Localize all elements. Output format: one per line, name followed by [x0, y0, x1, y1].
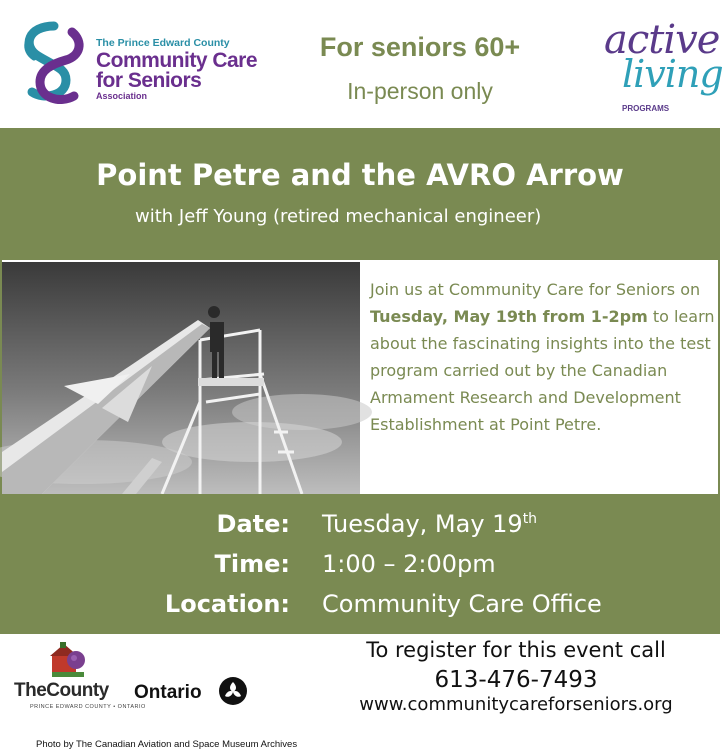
county-name: TheCounty — [14, 680, 109, 701]
org-name — [96, 51, 257, 91]
register-text: To register for this event call — [366, 638, 666, 662]
header — [0, 0, 723, 128]
org-association: Association — [96, 91, 148, 101]
description-rest: to learn about the fascinating insights into the test program carried out by the Canadian Armament Research and Development Establishment at Point Petre. — [370, 307, 715, 434]
ontario-wordmark: Ontario — [134, 682, 202, 703]
time-value: 1:00 – 2:00pm — [322, 550, 496, 578]
details-band — [0, 494, 720, 634]
program-logo-programs: PROGRAMS — [622, 104, 670, 113]
date-value-suffix: th — [522, 511, 538, 527]
org-name-line2: for Seniors — [96, 69, 202, 92]
date-value-text: Tuesday, May 19 — [322, 510, 523, 538]
description-intro: Join us at Community Care for Seniors on — [370, 280, 701, 299]
event-speaker: with Jeff Young (retired mechanical engineer) — [135, 206, 542, 227]
org-name-line1: Community Care — [96, 49, 258, 72]
footer — [0, 634, 720, 720]
time-label: Time: — [214, 550, 290, 578]
title-band — [0, 128, 720, 260]
org-prefix: The Prince Edward County — [96, 37, 230, 49]
county-icon — [48, 640, 88, 680]
event-title: Point Petre and the AVRO Arrow — [96, 158, 624, 192]
register-phone[interactable]: 613-476-7493 — [434, 667, 598, 693]
program-logo-living: living — [622, 52, 723, 96]
website-link[interactable]: www.communitycareforseniors.org — [359, 694, 673, 715]
location-label: Location: — [164, 590, 290, 618]
location-value: Community Care Office — [322, 590, 602, 618]
date-value — [322, 510, 537, 538]
photo-caption: Photo by The Canadian Aviation and Space Museum Archives — [32, 738, 301, 751]
rocket-test-photo — [2, 262, 360, 494]
county-subtitle: PRINCE EDWARD COUNTY • ONTARIO — [30, 704, 146, 710]
linked-rings-logo-icon — [14, 16, 92, 108]
event-description — [370, 276, 716, 438]
format-text: In-person only — [347, 78, 493, 104]
trillium-icon — [218, 676, 248, 706]
description-when: Tuesday, May 19th from 1-2pm — [370, 307, 648, 326]
audience-text: For seniors 60+ — [319, 32, 521, 62]
program-logo-active: active — [604, 17, 720, 63]
date-label: Date: — [216, 510, 290, 538]
